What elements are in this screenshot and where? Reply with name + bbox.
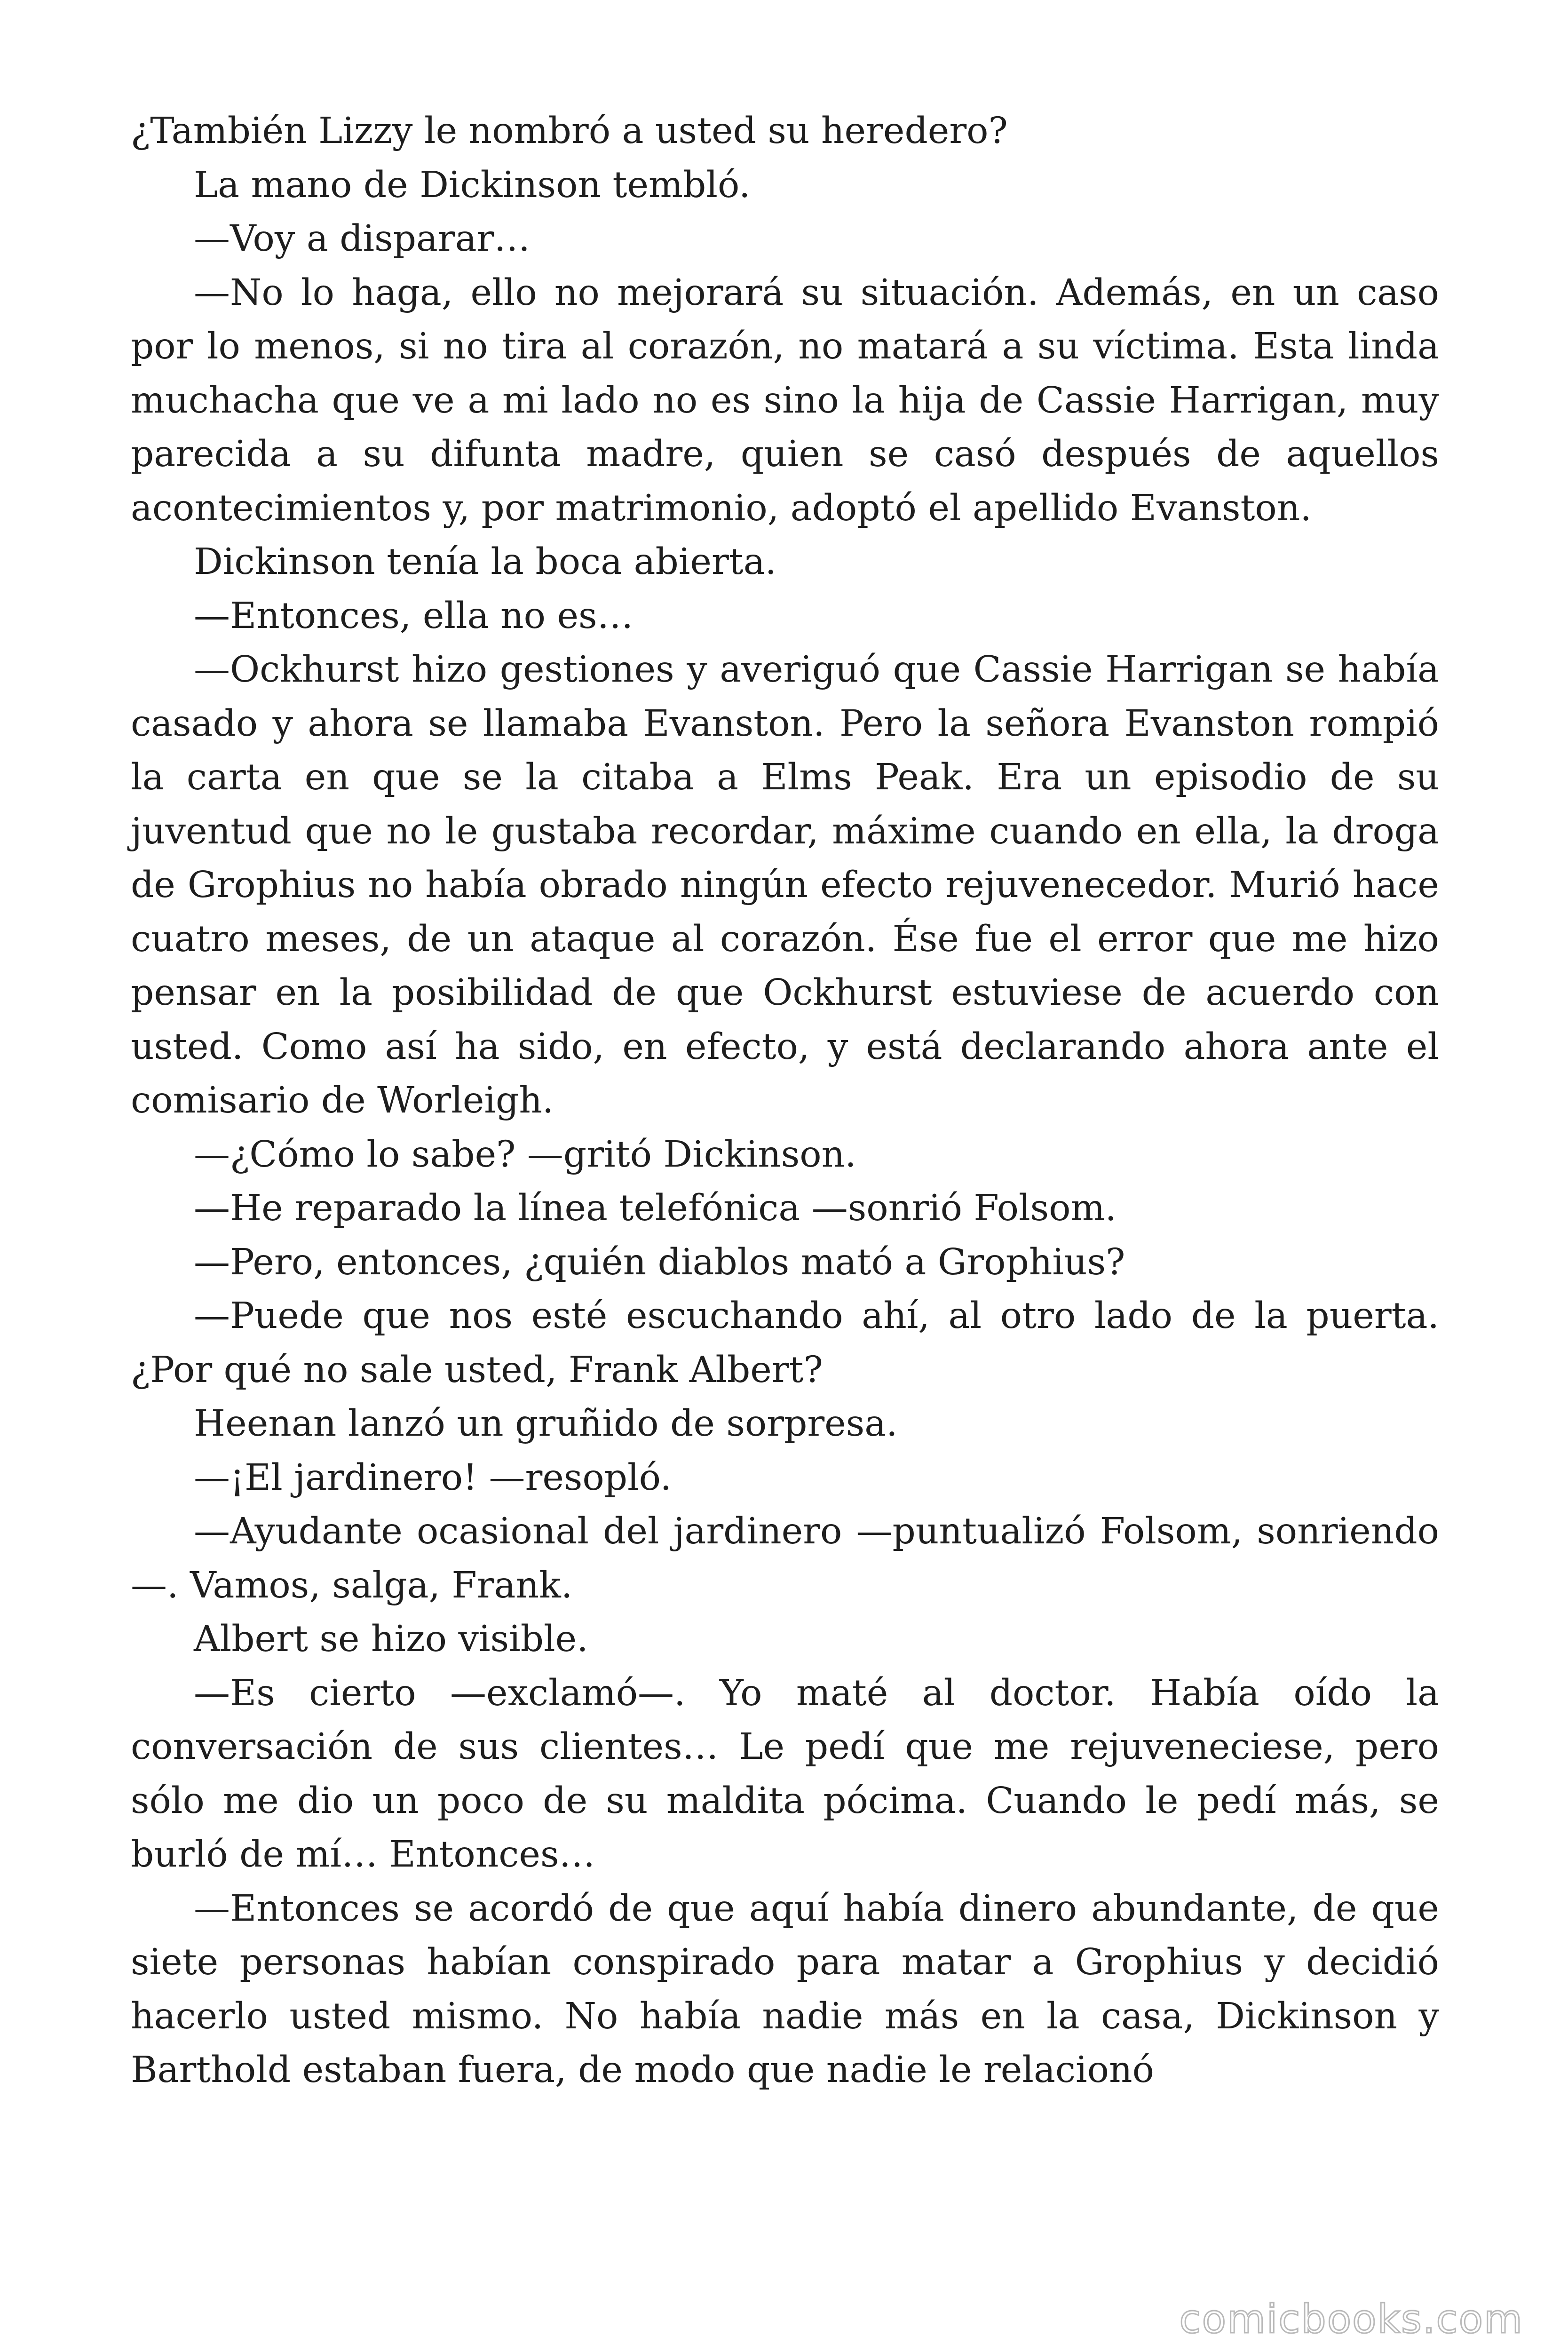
paragraph-7: —Ockhurst hizo gestiones y averiguó que Cassie Harrigan se había casado y ahora se llamaba Evanston. Pero la señora Evanston rompió la carta en que se la citaba a Elms Peak. Era un episodio de su juventud que no le gustaba recordar, máxime cuando en ella, la droga de Grophius no había obrado ningún efecto rejuvenecedor. Murió hace cuatro meses, de un ataque al corazón. Ése fue el error que me hizo pensar en la posibilidad de que Ockhurst estuviese de acuerdo con usted. Como así ha sido, en efecto, y está declarando ahora ante el comisario de Worleigh. [131,649,1439,1121]
paragraph-16: —Es cierto —exclamó—. Yo maté al doctor. Había oído la conversación de sus clientes… Le pedí que me rejuveneciese, pero sólo me dio un poco de su maldita pócima. Cuando le pedí más, se burló de mí… Entonces… [131,1672,1439,1875]
paragraph-6: —Entonces, ella no es… [194,595,634,637]
paragraph-8: —¿Cómo lo sabe? —gritó Dickinson. [194,1133,856,1176]
paragraph-12: Heenan lanzó un gruñido de sorpresa. [194,1403,898,1445]
paragraph-11: —Puede que nos esté escuchando ahí, al otro lado de la puerta. ¿Por qué no sale usted, Frank Albert? [131,1295,1439,1391]
paragraph-1: ¿También Lizzy le nombró a usted su heredero? [131,110,1008,152]
paragraph-3: —Voy a disparar… [194,218,531,260]
paragraph-13: —¡El jardinero! —resopló. [194,1456,672,1499]
paragraph-2: La mano de Dickinson tembló. [194,164,751,206]
paragraph-9: —He reparado la línea telefónica —sonrió Folsom. [194,1187,1117,1229]
paragraph-4: —No lo haga, ello no mejorará su situación. Además, en un caso por lo menos, si no tira al corazón, no matará a su víctima. Esta linda muchacha que ve a mi lado no es sino la hija de Cassie Harrigan, muy parecida a su difunta madre, quien se casó después de aquellos acontecimientos y, por matrimonio, adoptó el apellido Evanston. [131,271,1439,529]
watermark: comicbooks.com [1179,2296,1523,2342]
page-text [131,104,1439,2098]
paragraph-10: —Pero, entonces, ¿quién diablos mató a Grophius? [194,1241,1125,1283]
paragraph-15: Albert se hizo visible. [194,1618,588,1660]
paragraph-5: Dickinson tenía la boca abierta. [194,541,777,583]
paragraph-17: —Entonces se acordó de que aquí había dinero abundante, de que siete personas habían conspirado para matar a Grophius y decidió hacerlo usted mismo. No había nadie más en la casa, Dickinson y Barthold estaban fuera, de modo que nadie le relacionó [131,1887,1439,2091]
paragraph-14: —Ayudante ocasional del jardinero —puntualizó Folsom, sonriendo—. Vamos, salga, Frank. [131,1510,1439,1606]
